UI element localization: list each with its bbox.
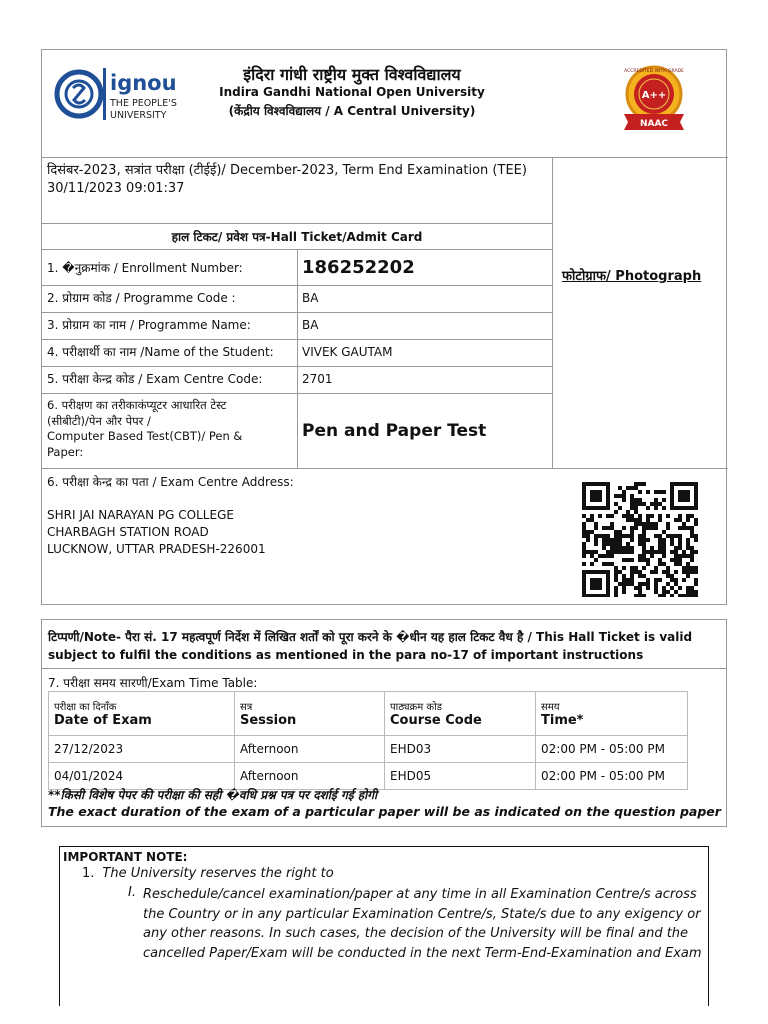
- table-header-cell: [385, 692, 536, 736]
- table-header-cell: [235, 692, 385, 736]
- exam-title: [47, 162, 547, 198]
- table-header-cell: [49, 692, 235, 736]
- header-hindi: समय: [541, 702, 560, 713]
- test-mode-value: Pen and Paper Test: [302, 421, 487, 441]
- exam-time: 02:00 PM - 05:00 PM: [536, 763, 688, 790]
- exam-date: 27/12/2023: [49, 736, 235, 763]
- header-english: Date of Exam: [54, 713, 152, 728]
- naac-grade: A++: [641, 90, 667, 101]
- test-mode-label-line: Paper:: [47, 444, 84, 459]
- table-header-cell: [536, 692, 688, 736]
- student-name-value: VIVEK GAUTAM: [302, 345, 393, 359]
- programme-name-label: 3. प्रोग्राम का नाम / Programme Name:: [47, 318, 251, 332]
- centre-code-value: 2701: [302, 372, 333, 386]
- divider: [42, 223, 552, 224]
- naac-ring-text: ACCREDITED WITH GRADE: [624, 69, 684, 74]
- logo-tagline-1: THE PEOPLE'S: [110, 98, 177, 109]
- timetable-label: 7. परीक्षा समय सारणी/Exam Time Table:: [48, 676, 258, 690]
- naac-badge-icon: [614, 64, 694, 132]
- sub-item-text: Reschedule/cancel examination/paper at any time in all Examination Centre/s across the Country or in any particular Examination Centre/s, State/s due to any exigency or any other reasons. In such cases, the decision of the University will be final and the cancelled Paper/Exam will be conducted in the next Term-End-Examination and Exam: [143, 887, 702, 961]
- programme-name-value: BA: [302, 318, 319, 332]
- course-code: EHD05: [385, 763, 536, 790]
- important-item: [82, 866, 334, 881]
- header-english: Session: [240, 713, 297, 728]
- test-mode-label-line: 6. परीक्षण का तरीकाकंप्यूटर आधारित टेस्ट: [47, 398, 227, 412]
- test-mode-label: [47, 398, 292, 460]
- duration-note-hindi: **किसी विशेष पेपर की परीक्षा की सही �वधि प्रश्न पत्र पर दर्शाई गई होगी: [48, 788, 378, 802]
- header-english: Course Code: [390, 713, 482, 728]
- divider: [42, 157, 728, 158]
- timetable-table: [48, 691, 688, 790]
- divider: [552, 157, 553, 468]
- course-code: EHD03: [385, 736, 536, 763]
- university-subtitle: (केंद्रीय विश्वविद्यालय / A Central University): [228, 104, 476, 118]
- exam-timetable: [41, 669, 727, 827]
- centre-address-line: LUCKNOW, UTTAR PRADESH-226001: [47, 542, 266, 556]
- test-mode-label-line: (सीबीटी)/पेन और पेपर /: [47, 413, 151, 428]
- enrollment-value: 186252202: [302, 257, 415, 278]
- exam-session: Afternoon: [235, 736, 385, 763]
- important-note: [59, 846, 709, 1006]
- header-english: Time*: [541, 713, 584, 728]
- qr-code-icon: [580, 482, 700, 597]
- university-name-english: Indira Gandhi National Open University: [219, 85, 485, 99]
- hall-ticket-note: टिप्पणी/Note- पैरा सं. 17 महत्वपूर्ण निर्देश में लिखित शर्तों को पूरा करने के �धीन यह हाल टिकट वैध है / This Hall Ticket is valid subject to fulfil the conditions as mentioned in the para no-17 of important instructions: [41, 619, 727, 669]
- exam-title-line: दिसंबर-2023, सत्रांत परीक्षा (टीईई)/ December-2023, Term End Examination (TEE): [47, 163, 527, 178]
- exam-session: Afternoon: [235, 763, 385, 790]
- header-hindi: सत्र: [240, 702, 253, 713]
- table-row: [49, 736, 688, 763]
- ticket-title: हाल टिकट/ प्रवेश पत्र-Hall Ticket/Admit Card: [171, 230, 423, 244]
- admit-card: [41, 49, 727, 605]
- photograph-label: फोटोग्राफ/ Photograph: [562, 269, 702, 284]
- centre-address-line: SHRI JAI NARAYAN PG COLLEGE: [47, 508, 234, 522]
- item-text: The University reserves the right to: [102, 866, 334, 881]
- logo-tagline-2: UNIVERSITY: [110, 110, 167, 121]
- exam-timestamp: 30/11/2023 09:01:37: [47, 181, 185, 196]
- university-name-hindi: इंदिरा गांधी राष्ट्रीय मुक्त विश्वविद्यालय: [243, 65, 461, 84]
- divider: [297, 249, 298, 468]
- enrollment-label: 1. �नुक्रमांक / Enrollment Number:: [47, 261, 243, 275]
- sub-item-number: I.: [128, 885, 136, 900]
- duration-note-english: The exact duration of the exam of a particular paper will be as indicated on the question paper: [48, 804, 721, 819]
- ignou-logo: [52, 64, 187, 124]
- programme-code-label: 2. प्रोग्राम कोड / Programme Code :: [47, 291, 236, 305]
- test-mode-label-line: Computer Based Test(CBT)/ Pen &: [47, 429, 243, 443]
- table-header-row: [49, 692, 688, 736]
- header-hindi: पाठ्यक्रम कोड: [390, 702, 443, 713]
- logo-text: ignou: [110, 71, 177, 95]
- centre-code-label: 5. परीक्षा केन्द्र कोड / Exam Centre Code:: [47, 372, 263, 386]
- centre-address-line: CHARBAGH STATION ROAD: [47, 525, 209, 539]
- header-hindi: परीक्षा का दिनाँक: [54, 702, 117, 713]
- programme-code-value: BA: [302, 291, 319, 305]
- important-note-title: IMPORTANT NOTE:: [63, 850, 188, 864]
- naac-label: NAAC: [639, 119, 669, 129]
- item-number: 1.: [82, 866, 95, 881]
- centre-address-label: 6. परीक्षा केन्द्र का पता / Exam Centre Address:: [47, 475, 294, 489]
- student-name-label: 4. परीक्षार्थी का नाम /Name of the Student:: [47, 345, 274, 359]
- divider: [42, 468, 728, 469]
- exam-time: 02:00 PM - 05:00 PM: [536, 736, 688, 763]
- exam-date: 04/01/2024: [49, 763, 235, 790]
